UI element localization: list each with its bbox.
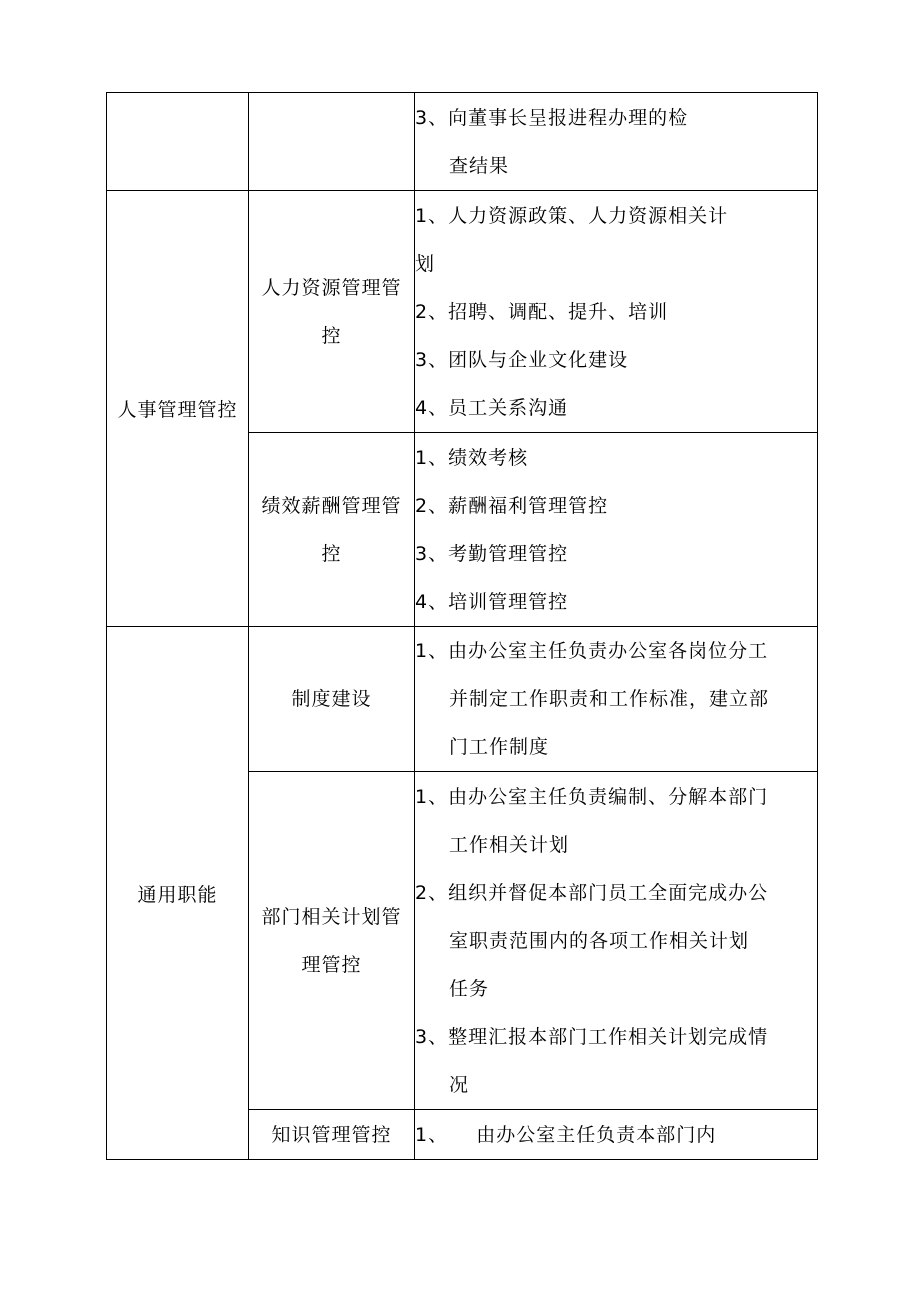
category-cell xyxy=(107,93,249,191)
subcategory-line: 控 xyxy=(321,542,342,565)
duty-line: 况 xyxy=(449,1073,470,1096)
duty-line: 1、绩效考核 xyxy=(415,446,529,469)
subcategory-line: 控 xyxy=(321,324,342,347)
duties-cell xyxy=(415,1110,818,1160)
duty-line: 2、招聘、调配、提升、培训 xyxy=(415,300,669,323)
duty-line: 1、人力资源政策、人力资源相关计 xyxy=(415,204,729,227)
subcategory-line: 绩效薪酬管理管 xyxy=(261,494,402,517)
duty-line: 1、由办公室主任负责编制、分解本部门 xyxy=(415,785,769,808)
subcategory-cell xyxy=(249,1110,415,1160)
duty-line: 并制定工作职责和工作标准，建立部 xyxy=(449,688,770,710)
category-cell xyxy=(107,191,249,627)
subcategory-line: 知识管理管控 xyxy=(271,1123,392,1146)
subcategory-cell xyxy=(249,627,415,772)
duties-cell xyxy=(415,191,818,433)
duties-cell xyxy=(415,93,818,191)
subcategory-cell xyxy=(249,93,415,191)
category-label: 通用职能 xyxy=(137,883,218,906)
subcategory-cell xyxy=(249,433,415,627)
table-row xyxy=(107,93,818,191)
subcategory-line: 制度建设 xyxy=(291,688,372,710)
duty-line: 1、由办公室主任负责办公室各岗位分工 xyxy=(415,640,769,662)
function-table xyxy=(106,92,818,1160)
duty-line: 4、培训管理管控 xyxy=(415,590,569,613)
subcategory-line: 理管控 xyxy=(301,953,362,976)
duty-line: 工作相关计划 xyxy=(449,833,570,856)
subcategory-line: 人力资源管理管 xyxy=(261,276,402,299)
duty-line: 3、整理汇报本部门工作相关计划完成情 xyxy=(415,1025,769,1048)
subcategory-cell xyxy=(249,772,415,1110)
duty-line: 4、员工关系沟通 xyxy=(415,396,569,419)
table-row xyxy=(107,627,818,772)
duties-cell xyxy=(415,627,818,772)
table-row xyxy=(107,191,818,433)
duty-line: 任务 xyxy=(449,977,490,1000)
duty-line: 划 xyxy=(415,252,436,275)
duty-line: 3、团队与企业文化建设 xyxy=(415,348,629,371)
category-cell xyxy=(107,627,249,1160)
category-label: 人事管理管控 xyxy=(117,399,238,421)
duty-line: 2、薪酬福利管理管控 xyxy=(415,494,609,517)
duty-line: 3、向董事长呈报进程办理的检 xyxy=(415,106,689,129)
duty-line: 3、考勤管理管控 xyxy=(415,542,569,565)
duty-line: 查结果 xyxy=(449,154,510,177)
duty-line: 1、 由办公室主任负责本部门内 xyxy=(415,1123,717,1146)
subcategory-line: 部门相关计划管 xyxy=(261,905,402,928)
subcategory-cell xyxy=(249,191,415,433)
duty-line: 室职责范围内的各项工作相关计划 xyxy=(449,929,750,952)
duties-cell xyxy=(415,772,818,1110)
duties-cell xyxy=(415,433,818,627)
duty-line: 2、组织并督促本部门员工全面完成办公 xyxy=(415,881,769,904)
duty-line: 门工作制度 xyxy=(449,736,550,758)
